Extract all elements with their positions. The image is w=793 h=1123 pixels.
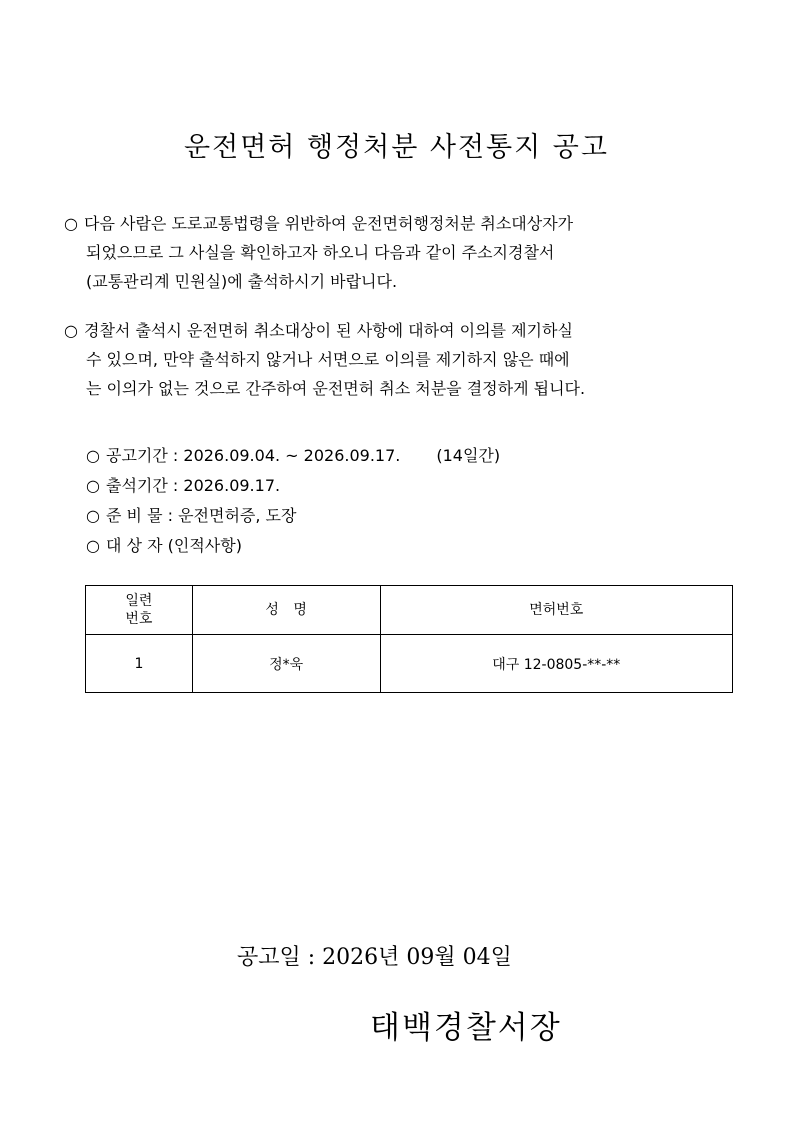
name-header: 성 명 bbox=[192, 586, 380, 635]
circle-bullet-icon: ○ bbox=[64, 214, 78, 233]
license-cell: 대구 12-0805-**-** bbox=[380, 635, 732, 693]
paragraph-line bbox=[64, 209, 744, 238]
table-header-row bbox=[86, 586, 733, 635]
paragraph-line: 되었으므로 그 사실을 확인하고자 하오니 다음과 같이 주소지경찰서 bbox=[86, 243, 555, 262]
table-row bbox=[86, 635, 733, 693]
paragraph-line: (교통관리계 민원실)에 출석하시기 바랍니다. bbox=[86, 272, 398, 291]
circle-bullet-icon: ○ bbox=[86, 536, 100, 555]
signature: 태백경찰서장 bbox=[370, 1010, 562, 1046]
paragraph-line: 는 이의가 없는 것으로 간주하여 운전면허 취소 처분을 결정하게 됩니다. bbox=[86, 379, 586, 398]
paragraph-line bbox=[64, 316, 744, 345]
paragraph-text: 경찰서 출석시 운전면허 취소대상이 된 사항에 대하여 이의를 제기하실 bbox=[84, 321, 573, 340]
circle-bullet-icon: ○ bbox=[64, 321, 78, 340]
name-cell: 정*욱 bbox=[192, 635, 380, 693]
attendance-period-row bbox=[86, 471, 500, 501]
target-table bbox=[85, 585, 733, 693]
notice-date: 공고일 : 2026년 09월 04일 bbox=[237, 945, 512, 970]
notice-days: (14일간) bbox=[436, 446, 501, 465]
serial-cell: 1 bbox=[86, 635, 193, 693]
paragraph-line: 수 있으며, 만약 출석하지 않거나 서면으로 이의를 제기하지 않은 때에 bbox=[86, 350, 570, 369]
target-row bbox=[86, 531, 500, 561]
paragraph-objection bbox=[64, 316, 744, 403]
serial-header: 일련 번호 bbox=[86, 586, 193, 635]
license-header: 면허번호 bbox=[380, 586, 732, 635]
document-title: 운전면허 행정처분 사전통지 공고 bbox=[184, 132, 609, 163]
target-label: 대 상 자 (인적사항) bbox=[106, 536, 242, 555]
circle-bullet-icon: ○ bbox=[86, 446, 100, 465]
paragraph-text: 다음 사람은 도로교통법령을 위반하여 운전면허행정처분 취소대상자가 bbox=[84, 214, 574, 233]
circle-bullet-icon: ○ bbox=[86, 506, 100, 525]
materials: 준 비 물 : 운전면허증, 도장 bbox=[106, 506, 297, 525]
notice-period: 공고기간 : 2026.09.04. ~ 2026.09.17. bbox=[106, 446, 401, 465]
notice-period-row bbox=[86, 441, 500, 471]
paragraph-notice bbox=[64, 209, 744, 296]
circle-bullet-icon: ○ bbox=[86, 476, 100, 495]
materials-row bbox=[86, 501, 500, 531]
attendance-period: 출석기간 : 2026.09.17. bbox=[106, 476, 281, 495]
notice-info-list bbox=[86, 441, 500, 561]
